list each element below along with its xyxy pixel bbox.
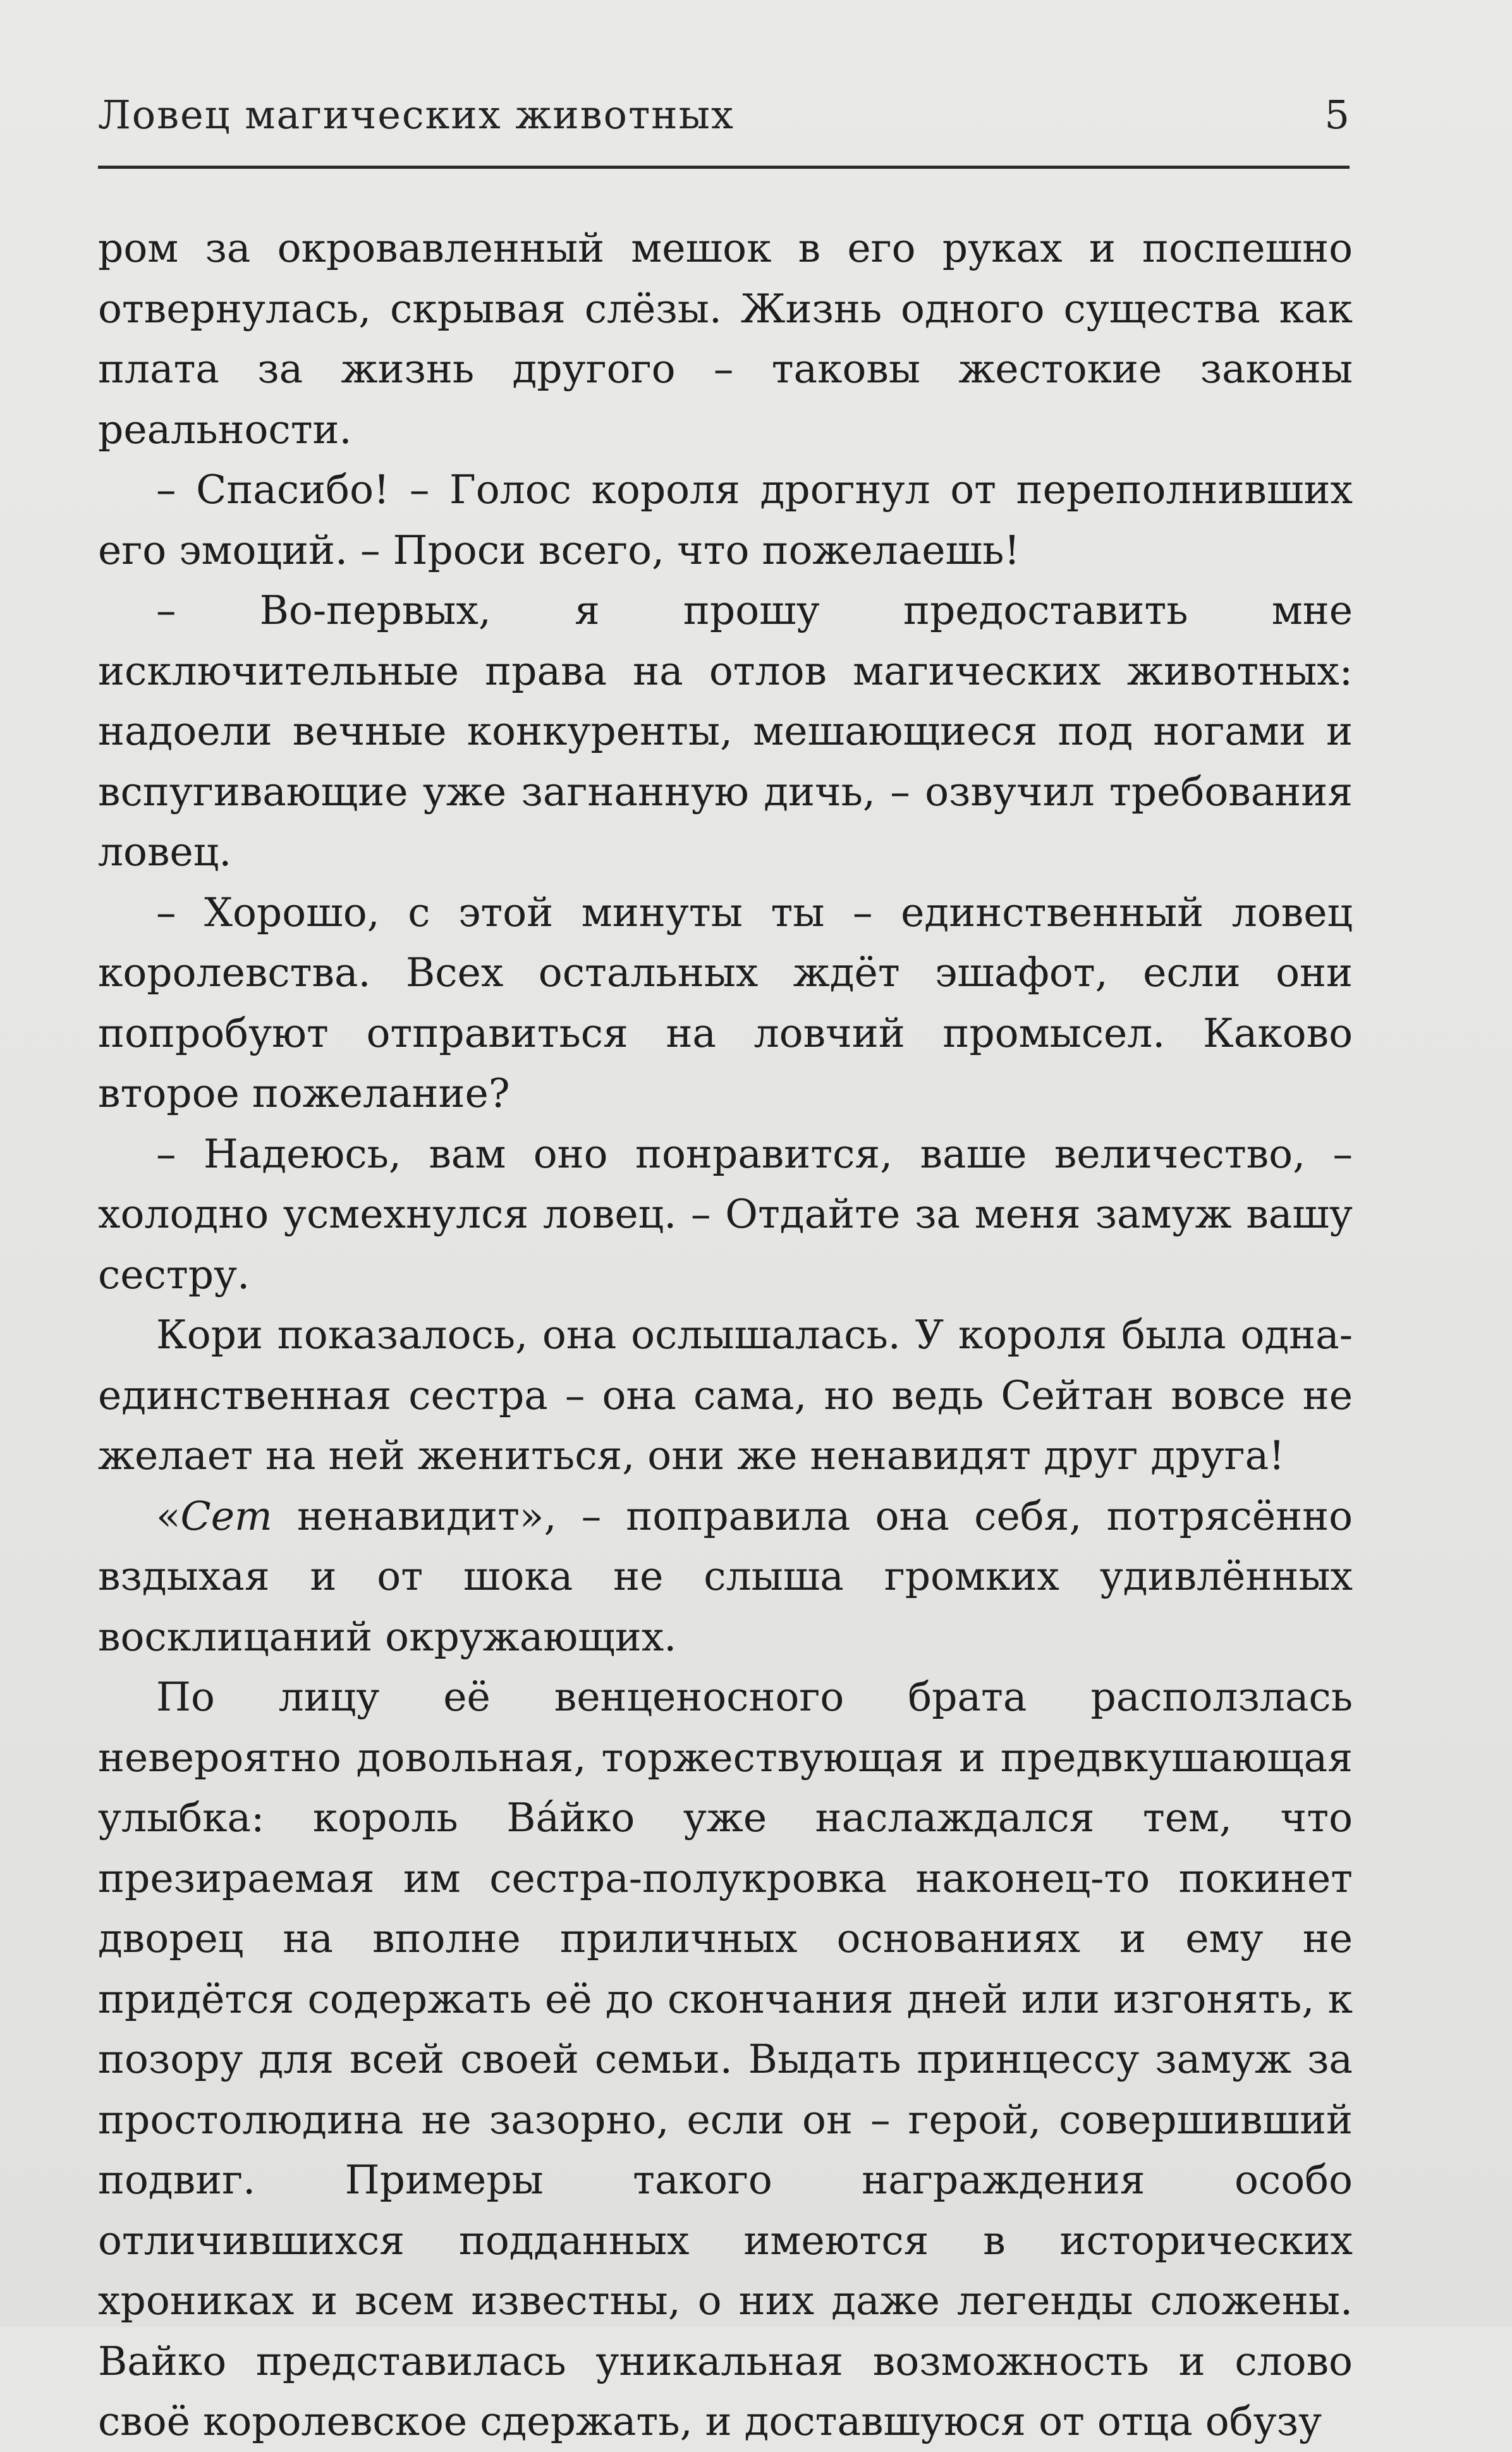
paragraph-text: – Спасибо! – Голос короля дрогнул от переполнивших его эмоций. – Проси всего, что пожелаешь! [98,467,1353,573]
paragraph [98,1305,1353,1486]
paragraph-text: Кори показалось, она ослышалась. У короля была одна-единственная сестра – она сама, но ведь Сейтан вовсе не желает на ней жениться, они же ненавидят друг друга! [98,1312,1353,1479]
running-header [98,85,1350,161]
paragraph-text: – Во-первых, я прошу предоставить мне исключительные права на отлов магических животных: надоели вечные конкуренты, мешающиеся под ногами и вспугивающие уже загнанную дичь, – озвучил требования ловец. [98,587,1353,875]
paragraph-text: – Хорошо, с этой минуты ты – единственный ловец королевства. Всех остальных ждёт эшафот, если они попробуют отправиться на ловчий промысел. Каково второе пожелание? [98,889,1353,1116]
paragraph-text: ненавидит», – поправила она себя, потрясённо вздыхая и от шока не слыша громких удивлённых восклицаний окружающих. [98,1492,1353,1660]
paragraph [98,580,1353,882]
paragraph [98,1667,1353,2452]
page-number: 5 [1324,92,1350,138]
running-header-title: Ловец магических животных [98,92,735,138]
paragraph-text: – Надеюсь, вам оно понравится, ваше величество, – холодно усмехнулся ловец. – Отдайте за меня замуж вашу сестру. [98,1130,1353,1298]
paragraph-text: По лицу её венценосного брата расползлась невероятно довольная, торжествующая и предвкушающая улыбка: король Ва́йко уже наслаждался тем, что презираемая им сестра-полукровка наконец-то покинет дворец на вполне приличных основаниях и ему не придётся содержать её до скончания дней или изгонять, к позору для всей своей семьи. Выдать принцессу замуж за простолюдина не зазорно, если он – герой, совершивший подвиг. Примеры такого награждения особо отличившихся подданных имеются в исторических хрониках и всем известны, о них даже легенды сложены. Вайко представилась уникальная возможность и слово своё королевское сдержать, и доставшуюся от отца обузу [98,1674,1353,2444]
header-rule [98,166,1350,169]
paragraph [98,218,1353,460]
paragraph [98,1124,1353,1305]
paragraph [98,460,1353,580]
paragraph [98,882,1353,1124]
paragraph [98,1486,1353,1668]
body-text [98,218,1353,2452]
quote-mark: « [156,1492,181,1539]
paragraph-text: ром за окровавленный мешок в его руках и поспешно отвернулась, скрывая слёзы. Жизнь одного существа как плата за жизнь другого – таковы жестокие законы реальности. [98,225,1353,453]
italic-name: Сет [180,1492,272,1539]
